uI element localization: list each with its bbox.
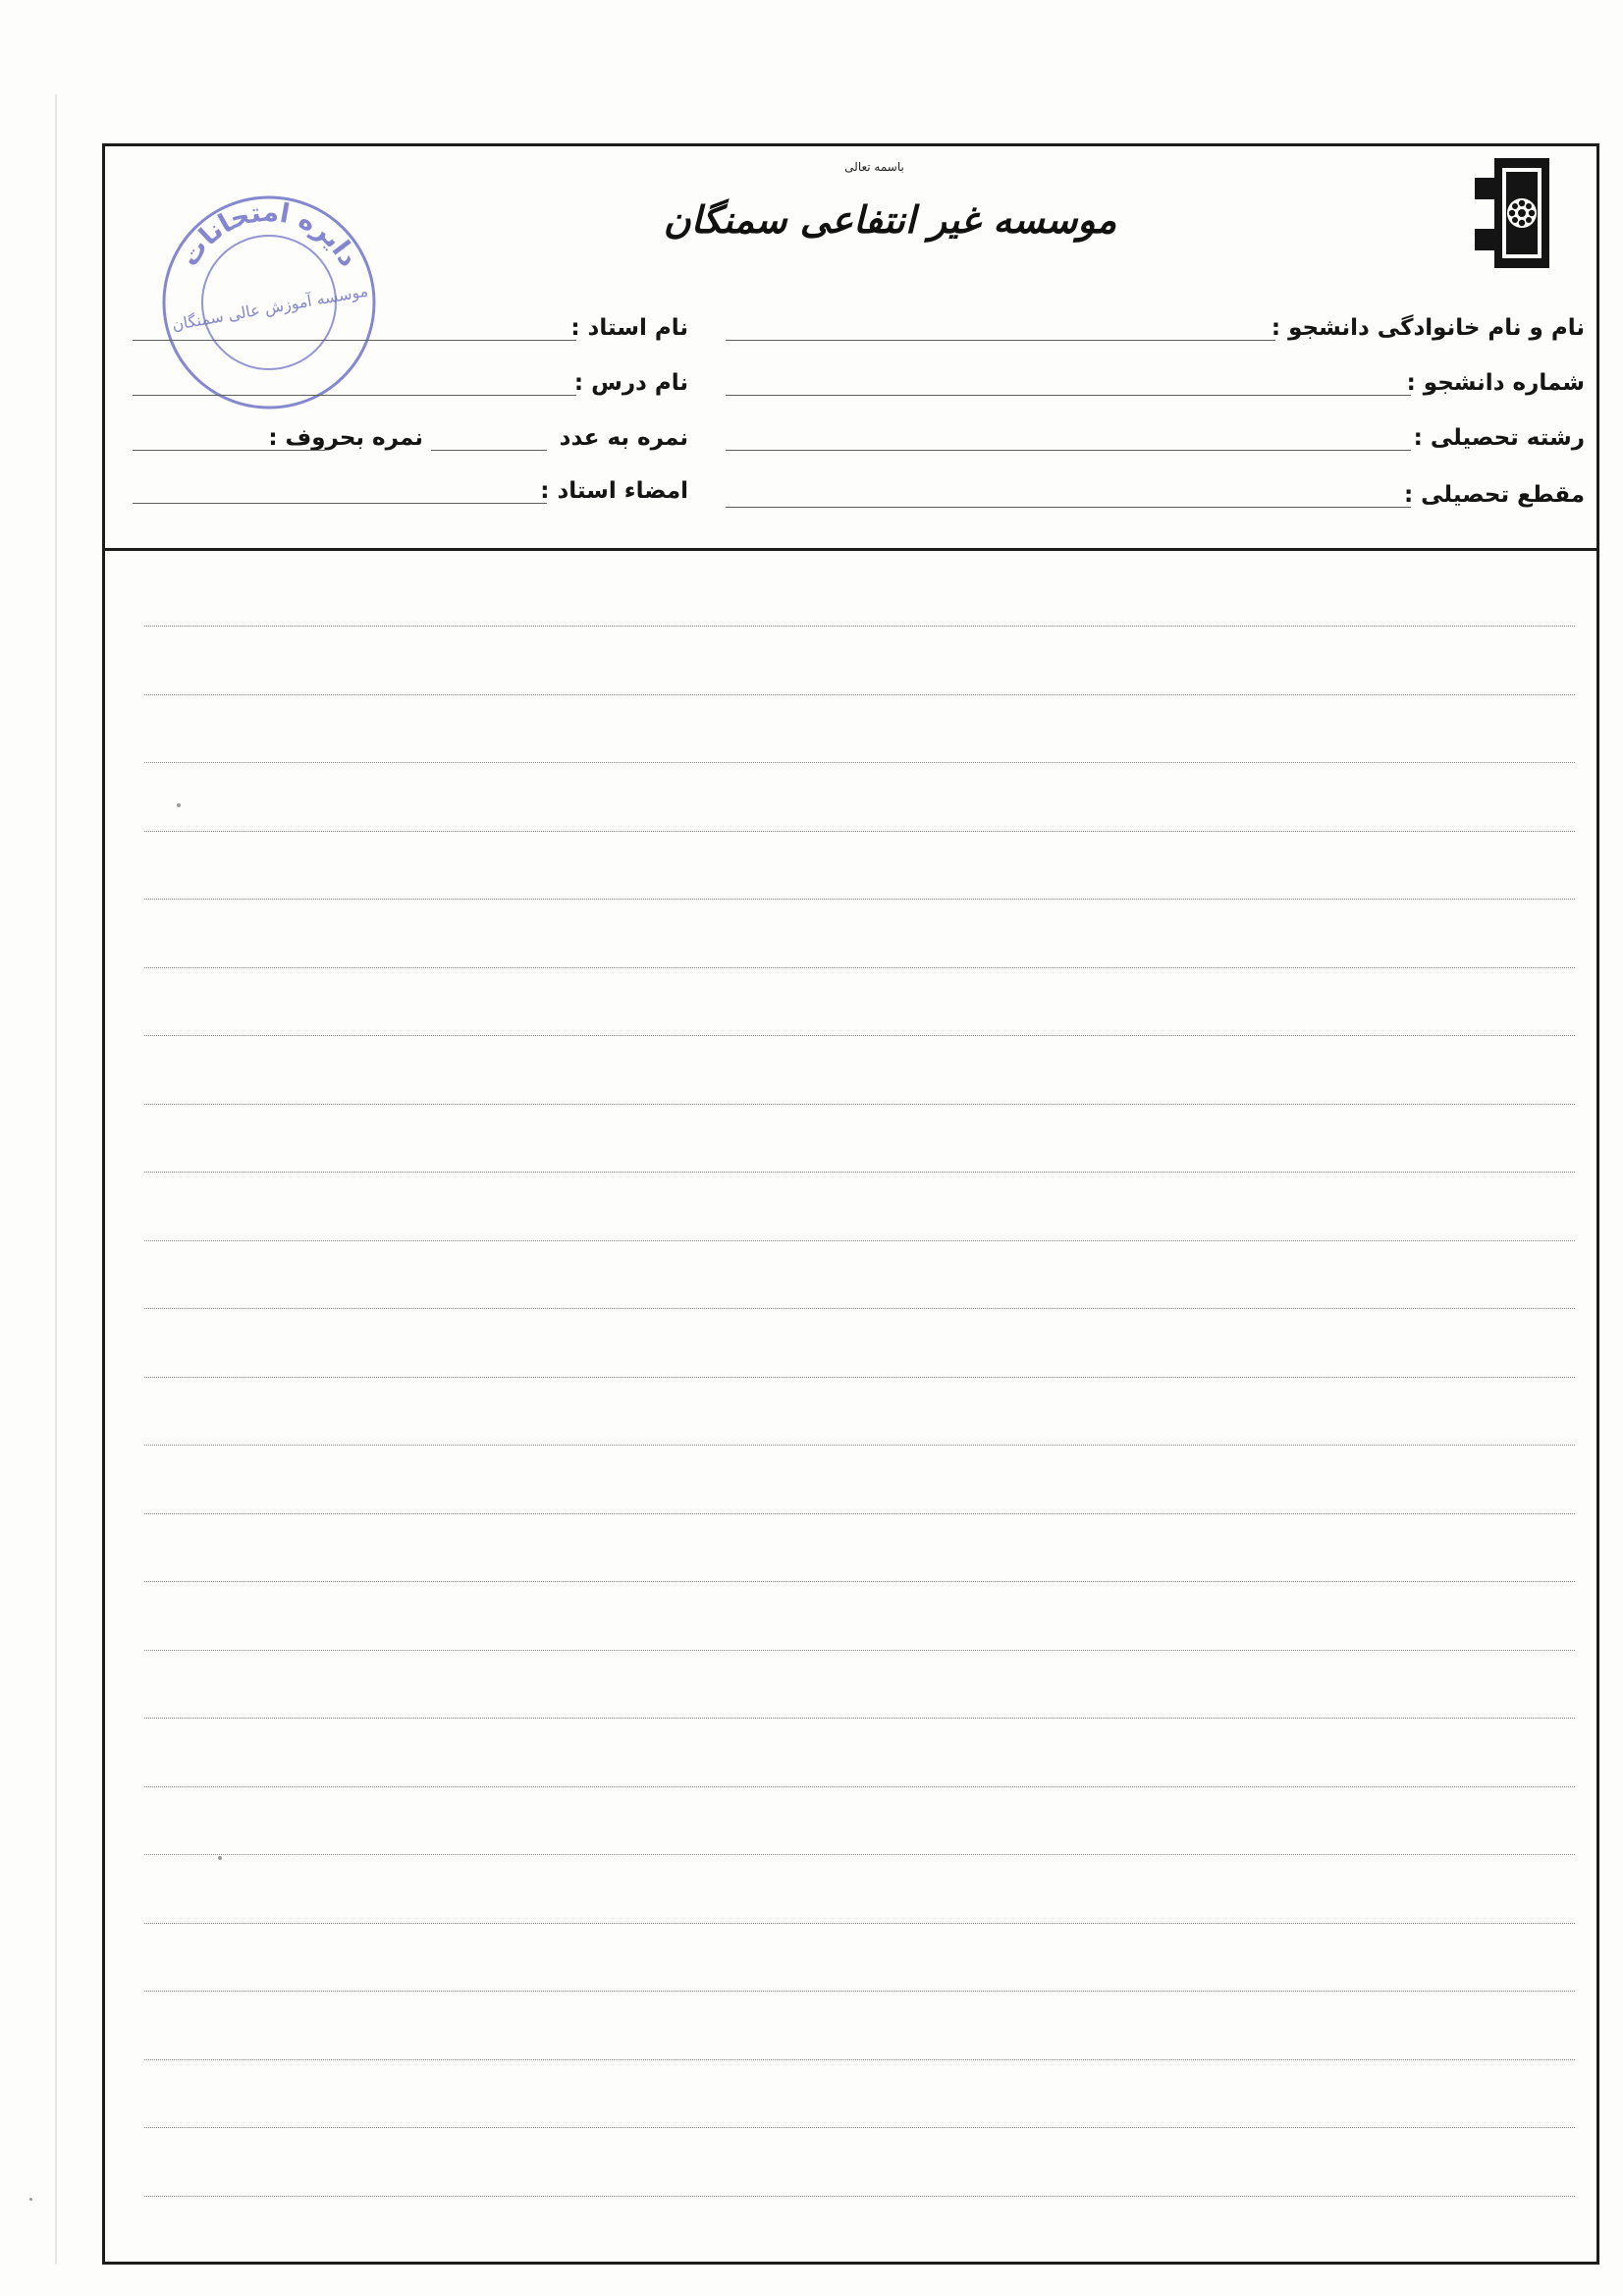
answer-line — [144, 1991, 1575, 1992]
grade-letters-label: نمره بحروف : — [268, 425, 423, 451]
answer-sheet-frame — [102, 143, 1599, 2265]
answer-line — [144, 1923, 1575, 1924]
answer-line — [144, 1377, 1575, 1378]
answer-line — [144, 1104, 1575, 1105]
answer-line — [144, 1172, 1575, 1173]
scan-edge — [55, 94, 57, 2265]
answer-line — [144, 626, 1575, 627]
basmala-text: باسمه تعالی — [844, 160, 904, 174]
field-of-study-line — [726, 450, 1411, 451]
course-name-label: نام درس : — [573, 370, 688, 396]
answer-line — [144, 694, 1575, 695]
instructor-signature-line — [133, 503, 547, 504]
answer-line — [144, 1581, 1575, 1582]
answer-line — [144, 1513, 1575, 1514]
degree-level-line — [726, 507, 1411, 508]
answer-line — [144, 2059, 1575, 2060]
answer-line — [144, 1445, 1575, 1446]
degree-level-label: مقطع تحصیلی : — [1403, 482, 1585, 508]
answer-line — [144, 1786, 1575, 1787]
answer-line — [144, 2196, 1575, 2197]
instructor-signature-label: امضاء استاد : — [540, 478, 688, 504]
answer-line — [144, 1854, 1575, 1855]
answer-line — [144, 1035, 1575, 1036]
answer-line — [144, 762, 1575, 763]
student-number-line — [726, 395, 1411, 396]
scan-speck — [29, 2198, 32, 2201]
instructor-name-line — [133, 340, 576, 341]
answer-area[interactable] — [105, 551, 1596, 2265]
scan-speck — [177, 803, 181, 807]
student-name-line — [726, 340, 1275, 341]
student-name-label: نام و نام خانوادگی دانشجو : — [1271, 315, 1585, 341]
student-number-label: شماره دانشجو : — [1406, 370, 1585, 396]
answer-line — [144, 899, 1575, 900]
grade-number-label: نمره به عدد — [559, 425, 688, 451]
grade-number-line — [431, 450, 547, 451]
institution-logo-icon — [1471, 156, 1553, 272]
scan-speck — [218, 1856, 222, 1860]
instructor-name-label: نام استاد : — [570, 315, 688, 341]
answer-line — [144, 1650, 1575, 1651]
exam-office-stamp — [158, 191, 380, 413]
answer-line — [144, 967, 1575, 968]
answer-line — [144, 1308, 1575, 1309]
stamp-inner-text: موسسه آموزش عالی سمنگان — [170, 281, 370, 335]
course-name-line — [133, 395, 576, 396]
sheet-header — [105, 146, 1596, 551]
institution-title: موسسه غیر انتفاعی سمنگان — [663, 197, 1117, 242]
answer-line — [144, 1718, 1575, 1719]
svg-text:دایره امتحانات — [175, 197, 364, 272]
answer-line — [144, 831, 1575, 832]
field-of-study-label: رشته تحصیلی : — [1413, 425, 1585, 451]
stamp-outer-text: دایره امتحانات — [174, 196, 364, 272]
answer-line — [144, 2127, 1575, 2128]
answer-line — [144, 1240, 1575, 1241]
grade-letters-line — [133, 450, 325, 451]
